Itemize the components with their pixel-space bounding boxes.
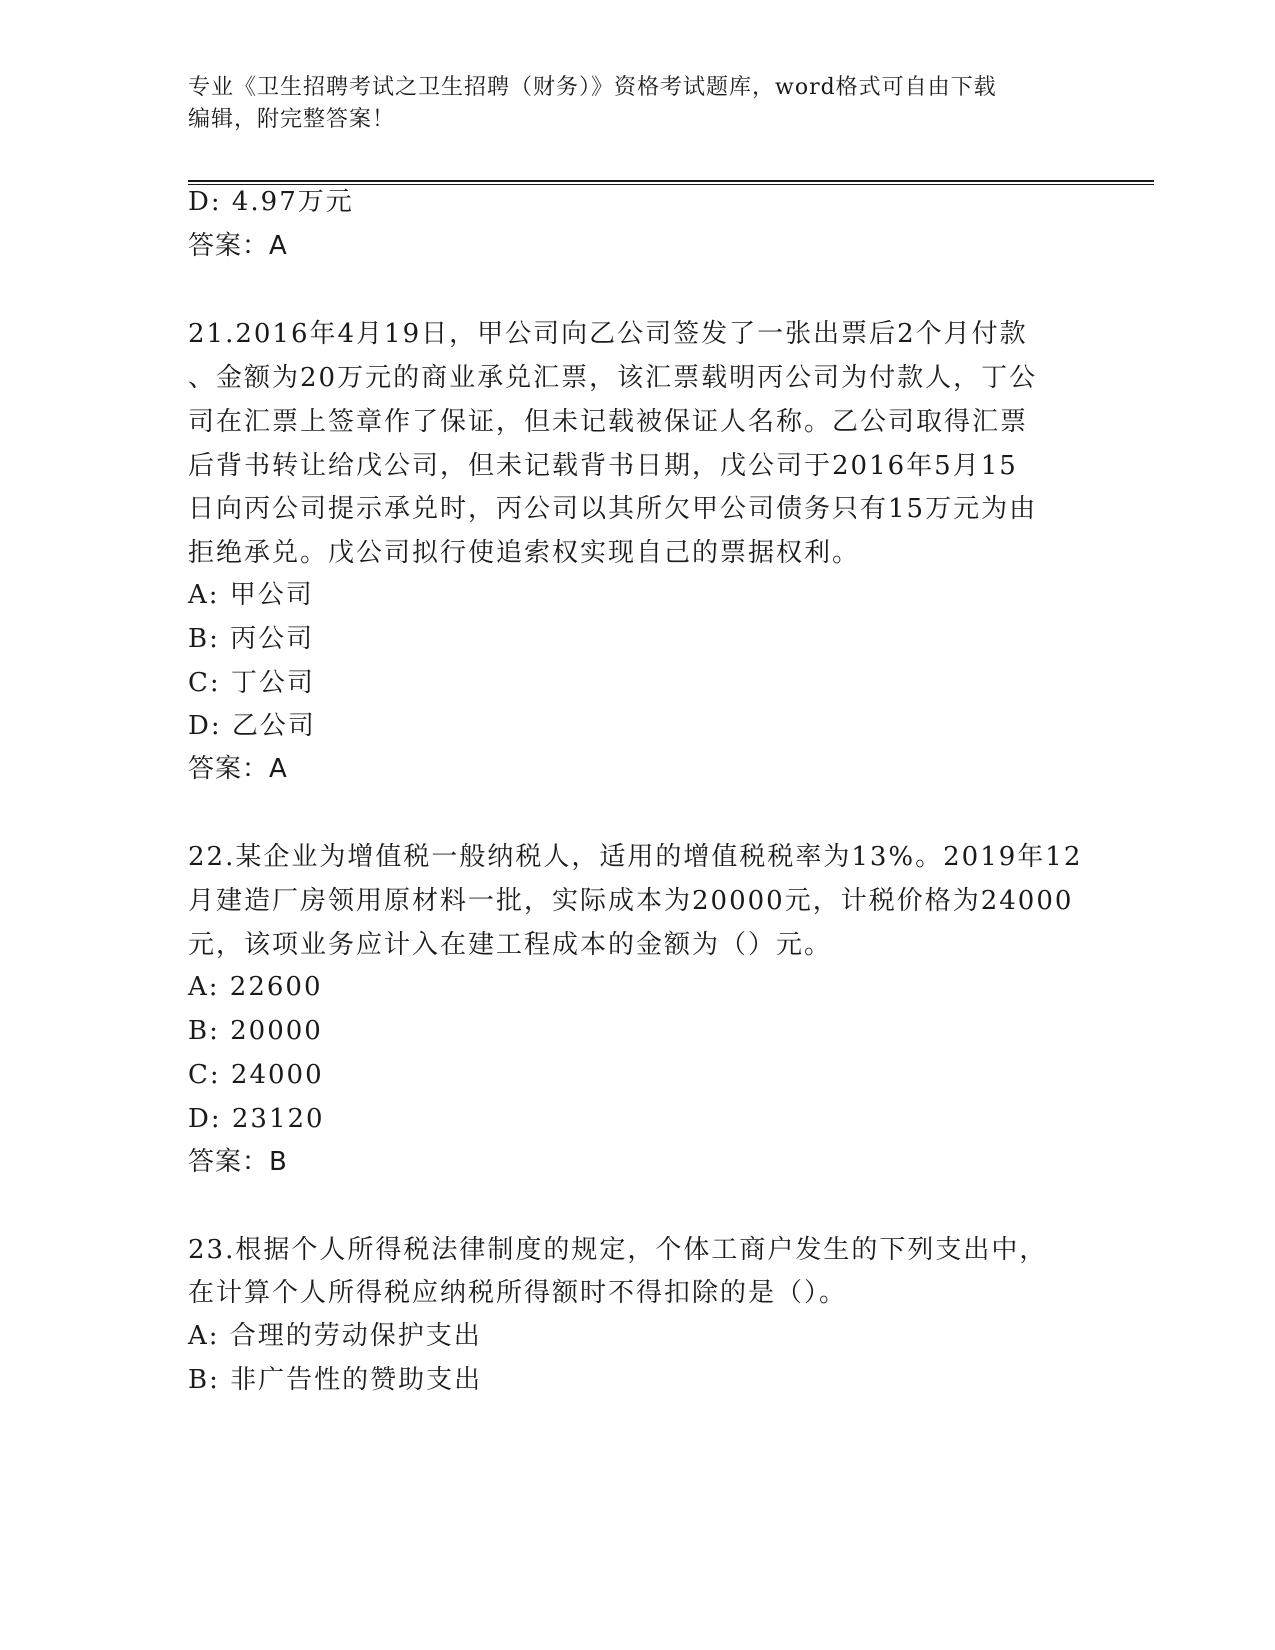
q22-stem-line-1: 22.某企业为增值税一般纳税人，适用的增值税税率为13%。2019年12	[188, 842, 1083, 872]
header-title-line-1: 专业《卫生招聘考试之卫生招聘（财务）》资格考试题库，word格式可自由下载	[188, 75, 997, 100]
q21-stem-line-2: 、金额为20万元的商业承兑汇票，该汇票载明丙公司为付款人，丁公	[188, 363, 1038, 393]
q23-option-b: B: 非广告性的赞助支出	[188, 1365, 483, 1395]
q21-stem-line-4: 后背书转让给戊公司，但未记载背书日期，戊公司于2016年5月15	[188, 451, 1018, 481]
q22-option-c: C: 24000	[188, 1060, 324, 1090]
q22-option-a: A: 22600	[188, 972, 323, 1002]
q21-stem-line-6: 拒绝承兑。戊公司拟行使追索权实现自己的票据权利。	[188, 538, 861, 568]
document-header	[188, 72, 1068, 136]
q22-answer: 答案：B	[188, 1147, 288, 1177]
q22-stem-line-2: 月建造厂房领用原材料一批，实际成本为20000元，计税价格为24000	[188, 886, 1074, 916]
q21-option-b: B: 丙公司	[188, 624, 315, 654]
q22-stem-line-3: 元，该项业务应计入在建工程成本的金额为（）元。	[188, 930, 833, 960]
header-title-line-2: 编辑，附完整答案！	[188, 107, 396, 132]
q21-stem-line-3: 司在汇票上签章作了保证，但未记载被保证人名称。乙公司取得汇票	[188, 407, 1029, 437]
q21-stem-line-5: 日向丙公司提示承兑时，丙公司以其所欠甲公司债务只有15万元为由	[188, 494, 1038, 524]
q23-stem-line-1: 23.根据个人所得税法律制度的规定，个体工商户发生的下列支出中，	[188, 1235, 1048, 1265]
q21-option-d: D: 乙公司	[188, 711, 316, 741]
q23-option-a: A: 合理的劳动保护支出	[188, 1321, 482, 1351]
q21-option-c: C: 丁公司	[188, 668, 315, 698]
prev-option-d: D: 4.97万元	[188, 187, 354, 217]
q22-option-d: D: 23120	[188, 1104, 325, 1134]
q23-stem-line-2: 在计算个人所得税应纳税所得额时不得扣除的是（）。	[188, 1278, 848, 1308]
q21-answer: 答案：A	[188, 754, 288, 784]
q21-option-a: A: 甲公司	[188, 580, 314, 610]
q21-stem-line-1: 21.2016年4月19日，甲公司向乙公司签发了一张出票后2个月付款	[188, 319, 1028, 349]
q22-option-b: B: 20000	[188, 1016, 323, 1046]
prev-answer: 答案：A	[188, 231, 288, 261]
